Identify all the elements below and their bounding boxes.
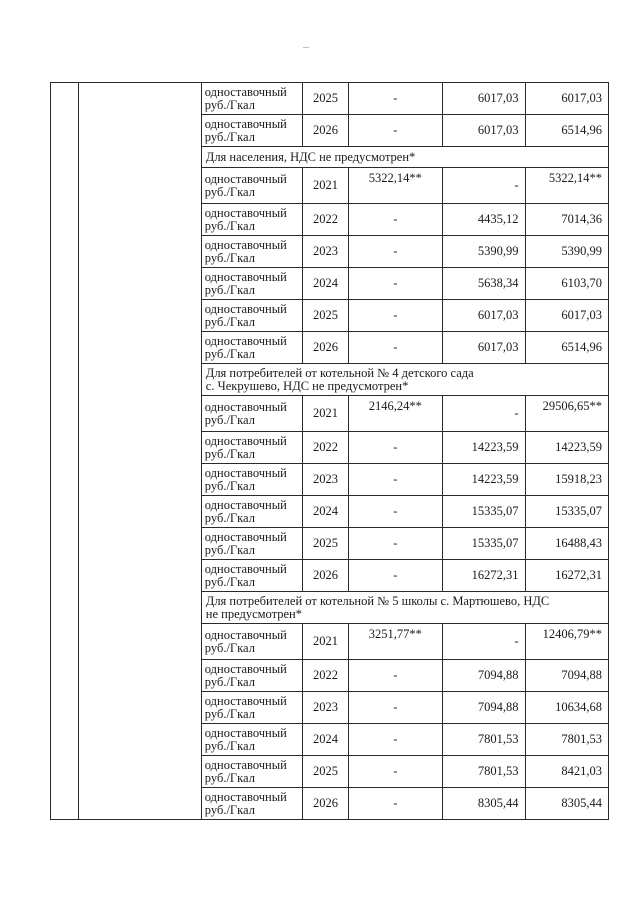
tariff-type-label: одноставочный (204, 237, 287, 252)
tariff-unit-label: руб./Гкал (204, 446, 255, 461)
tariff-type-cell (201, 83, 303, 115)
tariff-type-cell (201, 624, 303, 660)
value-cell-1: - (348, 83, 443, 115)
tariff-type-cell (201, 528, 303, 560)
value-cell-2: - (443, 396, 525, 432)
year-cell: 2025 (303, 528, 348, 560)
group-header-cell (201, 147, 608, 168)
value-cell-3: 5322,14** (525, 168, 609, 204)
value-cell-2: 4435,12 (443, 204, 525, 236)
year-cell: 2023 (303, 236, 348, 268)
value-cell-2: 5390,99 (443, 236, 525, 268)
value-cell-2: 7094,88 (443, 660, 525, 692)
value-cell-2: - (443, 168, 525, 204)
value-cell-1: - (348, 692, 443, 724)
value-cell-2: 7801,53 (443, 756, 525, 788)
value-cell-2: 14223,59 (443, 432, 525, 464)
year-cell: 2026 (303, 332, 348, 364)
tariff-type-cell (201, 204, 303, 236)
value-cell-1: - (348, 332, 443, 364)
tariff-type-label: одноставочный (204, 757, 287, 772)
value-cell-2: 16272,31 (443, 560, 525, 592)
value-cell-3: 15918,23 (525, 464, 609, 496)
tariff-table (50, 82, 609, 820)
tariff-unit-label: руб./Гкал (204, 542, 255, 557)
value-cell-3: 14223,59 (525, 432, 609, 464)
year-cell: 2021 (303, 168, 348, 204)
value-cell-3: 15335,07 (525, 496, 609, 528)
value-cell-1: - (348, 756, 443, 788)
year-cell: 2024 (303, 496, 348, 528)
tariff-type-cell (201, 692, 303, 724)
group-header-line2: не предусмотрен* (205, 606, 302, 621)
tariff-type-label: одноставочный (204, 561, 287, 576)
tariff-unit-label: руб./Гкал (204, 250, 255, 265)
tariff-unit-label: руб./Гкал (204, 770, 255, 785)
tariff-unit-label: руб./Гкал (204, 706, 255, 721)
value-cell-2: 5638,34 (443, 268, 525, 300)
value-cell-2: 15335,07 (443, 496, 525, 528)
value-cell-1: - (348, 660, 443, 692)
tariff-type-label: одноставочный (204, 693, 287, 708)
year-cell: 2026 (303, 560, 348, 592)
value-cell-3: 7801,53 (525, 724, 609, 756)
tariff-table-body (51, 83, 609, 820)
tariff-type-label: одноставочный (204, 301, 287, 316)
year-cell: 2023 (303, 464, 348, 496)
value-cell-1: - (348, 724, 443, 756)
value-cell-1: 5322,14** (348, 168, 443, 204)
tariff-unit-label: руб./Гкал (204, 640, 255, 655)
value-cell-3: 6514,96 (525, 332, 609, 364)
tariff-unit-label: руб./Гкал (204, 218, 255, 233)
value-cell-2: 6017,03 (443, 332, 525, 364)
year-cell: 2025 (303, 756, 348, 788)
value-cell-1: 3251,77** (348, 624, 443, 660)
value-cell-3: 6017,03 (525, 83, 609, 115)
tariff-type-label: одноставочный (204, 116, 287, 131)
tariff-unit-label: руб./Гкал (204, 184, 255, 199)
year-cell: 2024 (303, 724, 348, 756)
value-cell-3: 7094,88 (525, 660, 609, 692)
year-cell: 2022 (303, 432, 348, 464)
tariff-type-label: одноставочный (204, 205, 287, 220)
tariff-type-cell (201, 660, 303, 692)
value-cell-3: 16272,31 (525, 560, 609, 592)
left-blank-column-1 (51, 83, 79, 820)
value-cell-3: 5390,99 (525, 236, 609, 268)
value-cell-1: 2146,24** (348, 396, 443, 432)
tariff-unit-label: руб./Гкал (204, 314, 255, 329)
value-cell-3: 6017,03 (525, 300, 609, 332)
value-cell-2: 7801,53 (443, 724, 525, 756)
tariff-type-label: одноставочный (204, 84, 287, 99)
value-cell-2: 6017,03 (443, 115, 525, 147)
value-cell-1: - (348, 560, 443, 592)
tariff-type-label: одноставочный (204, 433, 287, 448)
tariff-unit-label: руб./Гкал (204, 574, 255, 589)
tariff-type-cell (201, 332, 303, 364)
value-cell-1: - (348, 268, 443, 300)
tariff-unit-label: руб./Гкал (204, 738, 255, 753)
year-cell: 2022 (303, 204, 348, 236)
tariff-unit-label: руб./Гкал (204, 282, 255, 297)
value-cell-2: 6017,03 (443, 83, 525, 115)
year-cell: 2026 (303, 115, 348, 147)
value-cell-1: - (348, 236, 443, 268)
value-cell-2: 15335,07 (443, 528, 525, 560)
tariff-type-label: одноставочный (204, 789, 287, 804)
value-cell-3: 29506,65** (525, 396, 609, 432)
year-cell: 2021 (303, 624, 348, 660)
tariff-unit-label: руб./Гкал (204, 510, 255, 525)
tariff-type-cell (201, 236, 303, 268)
tariff-unit-label: руб./Гкал (204, 129, 255, 144)
value-cell-3: 8421,03 (525, 756, 609, 788)
year-cell: 2021 (303, 396, 348, 432)
value-cell-1: - (348, 496, 443, 528)
value-cell-1: - (348, 432, 443, 464)
value-cell-3: 12406,79** (525, 624, 609, 660)
value-cell-3: 6514,96 (525, 115, 609, 147)
tariff-unit-label: руб./Гкал (204, 674, 255, 689)
tariff-type-cell (201, 496, 303, 528)
value-cell-1: - (348, 788, 443, 820)
value-cell-2: 6017,03 (443, 300, 525, 332)
value-cell-2: - (443, 624, 525, 660)
left-blank-column-2 (79, 83, 202, 820)
value-cell-1: - (348, 204, 443, 236)
year-cell: 2025 (303, 83, 348, 115)
tariff-unit-label: руб./Гкал (204, 97, 255, 112)
tariff-type-label: одноставочный (204, 465, 287, 480)
tariff-type-cell (201, 268, 303, 300)
value-cell-2: 14223,59 (443, 464, 525, 496)
tariff-type-cell (201, 432, 303, 464)
tariff-type-cell (201, 464, 303, 496)
group-header-cell (201, 364, 608, 396)
tariff-type-cell (201, 300, 303, 332)
tariff-unit-label: руб./Гкал (204, 346, 255, 361)
year-cell: 2023 (303, 692, 348, 724)
tariff-type-label: одноставочный (204, 333, 287, 348)
group-header-line1: Для населения, НДС не предусмотрен* (205, 149, 416, 164)
tariff-type-cell (201, 724, 303, 756)
tariff-type-cell (201, 168, 303, 204)
tariff-type-cell (201, 560, 303, 592)
tariff-type-cell (201, 396, 303, 432)
year-cell: 2025 (303, 300, 348, 332)
tariff-type-label: одноставочный (204, 399, 287, 414)
tariff-type-cell (201, 788, 303, 820)
value-cell-1: - (348, 300, 443, 332)
year-cell: 2024 (303, 268, 348, 300)
tariff-type-label: одноставочный (204, 529, 287, 544)
tariff-type-label: одноставочный (204, 497, 287, 512)
group-header-cell (201, 592, 608, 624)
value-cell-2: 8305,44 (443, 788, 525, 820)
tariff-type-cell (201, 756, 303, 788)
value-cell-3: 7014,36 (525, 204, 609, 236)
year-cell: 2022 (303, 660, 348, 692)
value-cell-3: 6103,70 (525, 268, 609, 300)
tariff-unit-label: руб./Гкал (204, 802, 255, 817)
tariff-type-label: одноставочный (204, 661, 287, 676)
tariff-type-label: одноставочный (204, 269, 287, 284)
value-cell-1: - (348, 464, 443, 496)
group-header-line2: с. Чекрушево, НДС не предусмотрен* (205, 378, 409, 393)
value-cell-2: 7094,88 (443, 692, 525, 724)
table-row (51, 83, 609, 115)
value-cell-3: 10634,68 (525, 692, 609, 724)
tariff-type-label: одноставочный (204, 171, 287, 186)
tariff-unit-label: руб./Гкал (204, 412, 255, 427)
tariff-type-cell (201, 115, 303, 147)
tariff-type-label: одноставочный (204, 627, 287, 642)
value-cell-3: 16488,43 (525, 528, 609, 560)
tariff-unit-label: руб./Гкал (204, 478, 255, 493)
year-cell: 2026 (303, 788, 348, 820)
scan-mark (303, 47, 309, 48)
value-cell-1: - (348, 115, 443, 147)
group-header-line1: Для потребителей от котельной № 5 школы с. Мартюшево, НДС (205, 593, 550, 608)
value-cell-3: 8305,44 (525, 788, 609, 820)
tariff-type-label: одноставочный (204, 725, 287, 740)
value-cell-1: - (348, 528, 443, 560)
group-header-line1: Для потребителей от котельной № 4 детского сада (205, 365, 474, 380)
